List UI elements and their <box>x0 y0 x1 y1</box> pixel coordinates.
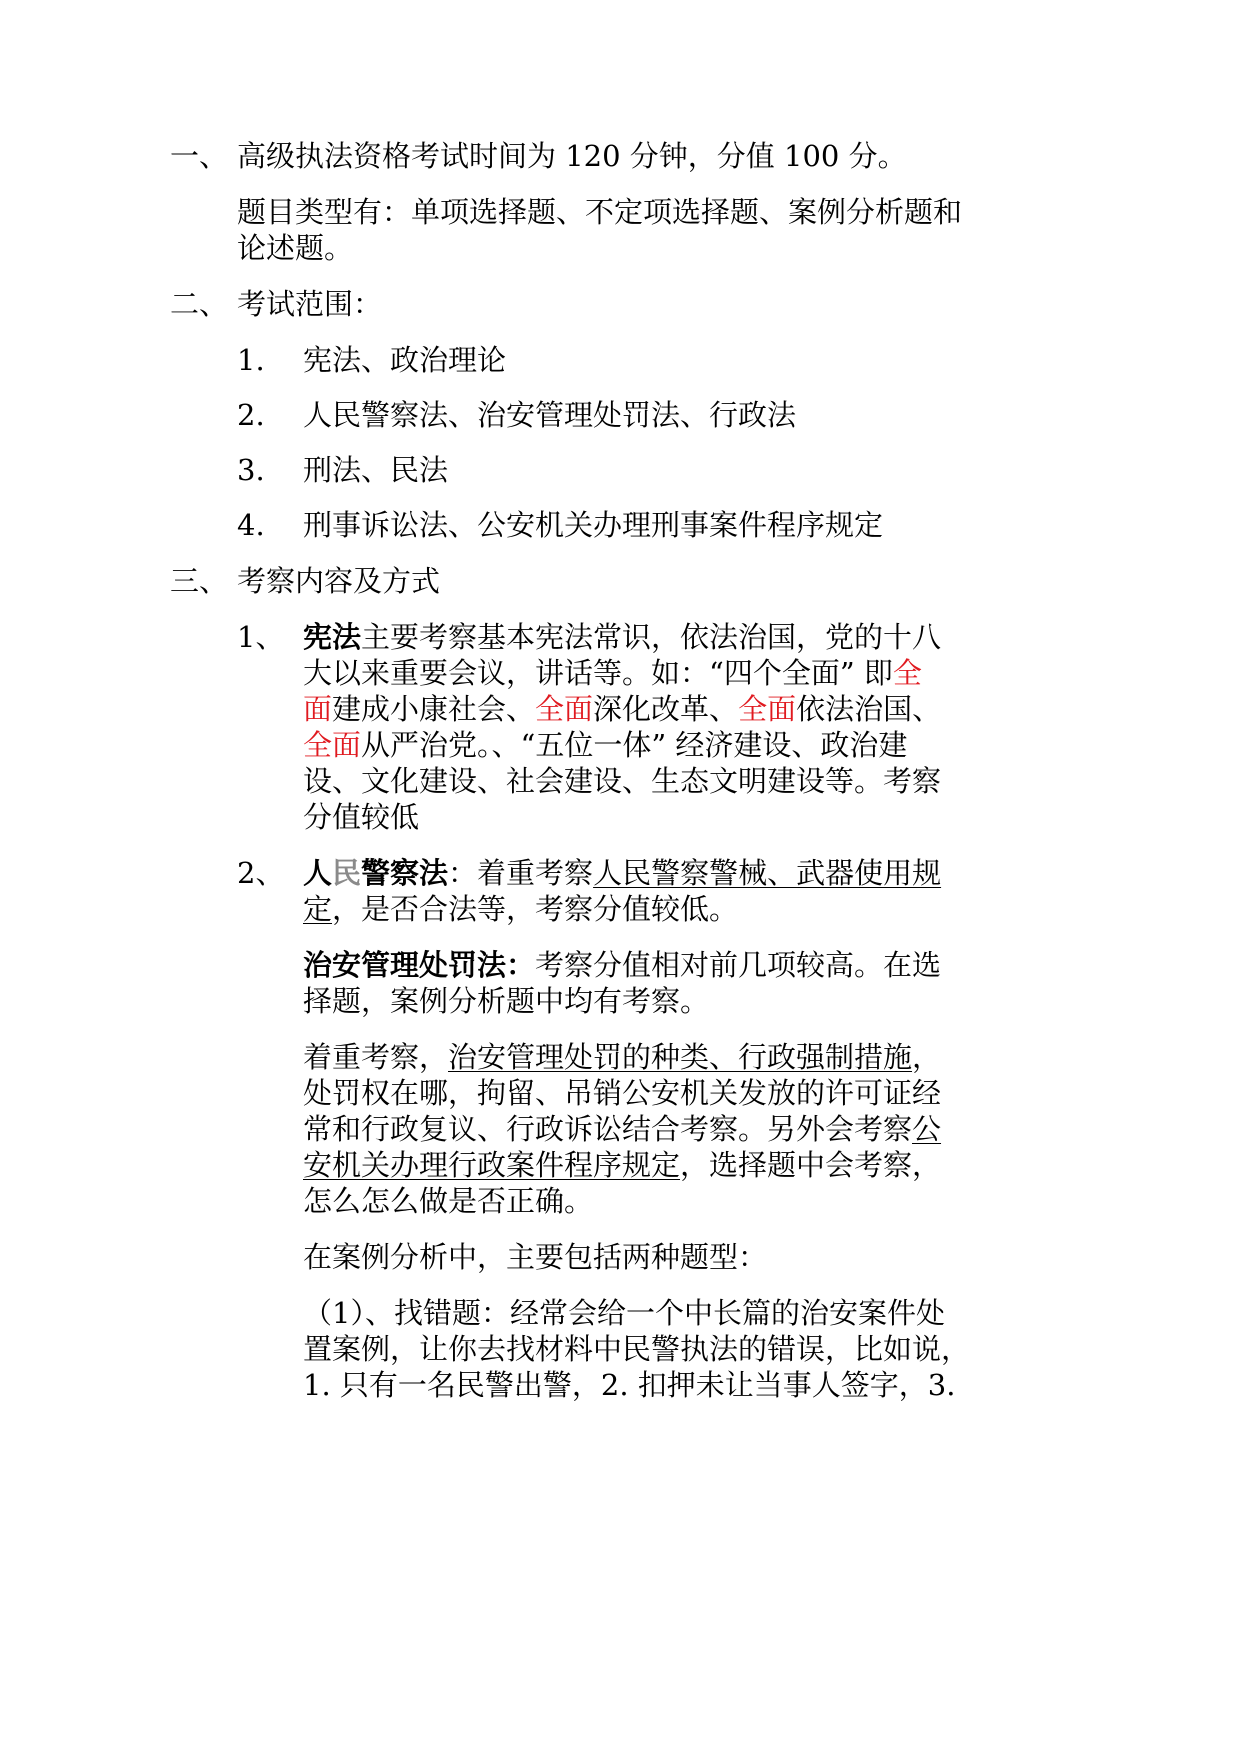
focus-line-2: 处罚权在哪，拘留、吊销公安机关发放的许可证经 <box>303 1076 942 1110</box>
scope-item-2-text: 人民警察法、治安管理处罚法、行政法 <box>303 398 797 432</box>
error-finding-line-1: （1）、找错题：经常会给一个中长篇的治安案件处 <box>303 1296 945 1330</box>
constitution-line-4 <box>303 725 907 765</box>
constitution-line-6: 分值较低 <box>303 800 420 834</box>
police-law-title-a: 人 <box>303 856 333 890</box>
underlined-text: 安机关办理行政案件程序规定 <box>303 1148 681 1182</box>
constitution-line-3-text-a: 建成小康社会、 <box>332 692 536 726</box>
focus-line-4-text: ，选择题中会考察， <box>680 1148 942 1182</box>
highlight-text: 面 <box>303 692 333 726</box>
scope-item-2-number: 2. <box>237 398 265 432</box>
underlined-text: 公 <box>912 1112 942 1146</box>
public-security-law-line-1-text: 考察分值相对前几项较高。在选 <box>535 948 942 982</box>
section-1-heading: 高级执法资格考试时间为 120 分钟，分值 100 分。 <box>237 139 907 173</box>
focus-line-5: 怎么怎么做是否正确。 <box>303 1184 594 1218</box>
constitution-line-3-text-b: 深化改革、 <box>593 692 739 726</box>
focus-line-1-text-b: ， <box>912 1040 942 1074</box>
police-law-line-2 <box>303 889 738 929</box>
section-1-marker: 一、 <box>170 139 229 173</box>
public-security-law-line-1 <box>303 945 941 985</box>
scope-item-4-number: 4. <box>237 508 265 542</box>
constitution-line-2 <box>303 653 922 693</box>
scope-item-1-text: 宪法、政治理论 <box>303 343 507 377</box>
highlight-text: 全 <box>892 656 922 690</box>
underlined-text: 定 <box>303 892 333 926</box>
scope-item-3-number: 3. <box>237 453 265 487</box>
scope-item-1-number: 1. <box>237 343 265 377</box>
public-security-law-title: 治安管理处罚法： <box>303 948 536 982</box>
constitution-line-5: 设、文化建设、社会建设、生态文明建设等。考察 <box>303 764 942 798</box>
constitution-line-1 <box>303 617 941 657</box>
police-law-title-gray: 民 <box>332 856 362 890</box>
content-item-2-number: 2、 <box>237 856 285 890</box>
highlight-text: 全面 <box>535 692 594 726</box>
focus-line-3-text: 常和行政复议、行政诉讼结合考察。另外会考察 <box>303 1112 913 1146</box>
underlined-text: 人民警察警械、武器使用规 <box>593 856 942 890</box>
constitution-line-4-text: 从严治党。、“五位一体” 经济建设、政治建 <box>361 728 908 762</box>
highlight-text: 全面 <box>303 728 362 762</box>
focus-line-1-text-a: 着重考察， <box>303 1040 449 1074</box>
section-3-heading: 考察内容及方式 <box>237 564 441 598</box>
police-law-line-2-text: ，是否合法等，考察分值较低。 <box>332 892 739 926</box>
constitution-title: 宪法 <box>303 620 362 654</box>
question-types-line-2: 论述题。 <box>237 231 354 265</box>
constitution-line-3-text-c: 依法治国、 <box>796 692 942 726</box>
scope-item-3-text: 刑法、民法 <box>303 453 449 487</box>
content-item-1-number: 1、 <box>237 620 285 654</box>
underlined-text: 治安管理处罚的种类、行政强制措施 <box>448 1040 913 1074</box>
section-2-marker: 二、 <box>170 287 229 321</box>
section-2-heading: 考试范围： <box>237 287 383 321</box>
public-security-law-line-2: 择题，案例分析题中均有考察。 <box>303 984 710 1018</box>
focus-line-1 <box>303 1037 941 1077</box>
focus-line-3 <box>303 1109 941 1149</box>
police-law-title-b: 警察法 <box>361 856 449 890</box>
error-finding-line-2: 置案例，让你去找材料中民警执法的错误，比如说， <box>303 1332 971 1366</box>
error-finding-line-3: 1. 只有一名民警出警，2. 扣押未让当事人签字，3. <box>303 1368 956 1402</box>
scope-item-4-text: 刑事诉讼法、公安机关办理刑事案件程序规定 <box>303 508 884 542</box>
police-law-line-1 <box>303 853 941 893</box>
constitution-line-1-text: 主要考察基本宪法常识，依法治国，党的十八 <box>361 620 942 654</box>
focus-line-4 <box>303 1145 941 1185</box>
constitution-line-3 <box>303 689 941 729</box>
police-law-line-1-text: ：着重考察 <box>448 856 594 890</box>
question-types-line-1: 题目类型有：单项选择题、不定项选择题、案例分析题和 <box>237 195 963 229</box>
case-analysis-intro: 在案例分析中，主要包括两种题型： <box>303 1240 768 1274</box>
constitution-line-2-text: 大以来重要会议，讲话等。如：“四个全面” 即 <box>303 656 893 690</box>
section-3-marker: 三、 <box>170 564 229 598</box>
highlight-text: 全面 <box>738 692 797 726</box>
